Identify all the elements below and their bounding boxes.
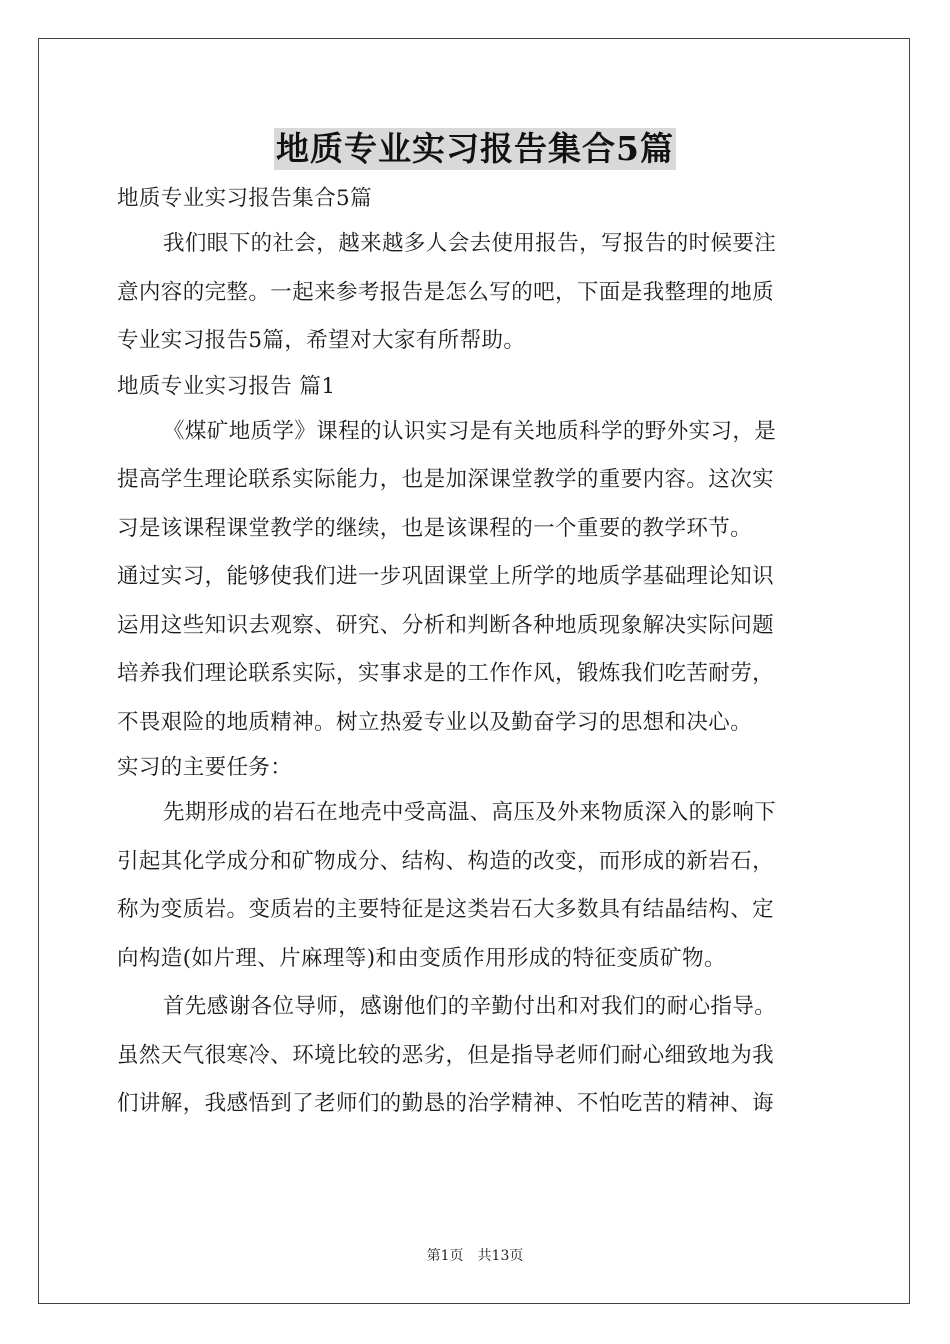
paragraph-line: 运用这些知识去观察、研究、分析和判断各种地质现象解决实际问题	[117, 612, 775, 638]
paragraph-line: 培养我们理论联系实际，实事求是的工作作风，锻炼我们吃苦耐劳，	[117, 661, 775, 686]
paragraph-2	[117, 789, 835, 983]
document-title: 地质专业实习报告集合5篇	[276, 129, 674, 168]
paragraph-line: 习是该课程课堂教学的继续，也是该课程的一个重要的教学环节。	[117, 515, 753, 541]
paragraph-line: 称为变质岩。变质岩的主要特征是这类岩石大多数具有结晶结构、定	[117, 897, 775, 922]
page-footer: 第1页 共13页	[426, 1248, 524, 1264]
task-heading: 实习的主要任务：	[117, 755, 293, 780]
document-body	[117, 178, 835, 1129]
paragraph-line: 们讲解，我感悟到了老师们的勤恳的治学精神、不怕吃苦的精神、诲	[117, 1091, 775, 1116]
paragraph-line: 《煤矿地质学》课程的认识实习是有关地质科学的野外实习，是	[163, 418, 777, 444]
title-container	[0, 128, 950, 170]
paragraph-line: 先期形成的岩石在地壳中受高温、高压及外来物质深入的影响下	[163, 800, 777, 825]
intro-paragraph	[117, 220, 835, 366]
paragraph-line: 首先感谢各位导师，感谢他们的辛勤付出和对我们的耐心指导。	[163, 994, 777, 1019]
intro-line: 我们眼下的社会，越来越多人会去使用报告，写报告的时候要注	[163, 231, 777, 256]
paragraph-line: 通过实习，能够使我们进一步巩固课堂上所学的地质学基础理论知识	[117, 564, 775, 589]
paragraph-line: 虽然天气很寒冷、环境比较的恶劣，但是指导老师们耐心细致地为我	[117, 1042, 775, 1068]
paragraph-line: 向构造(如片理、片麻理等)和由变质作用形成的特征变质矿物。	[117, 945, 726, 971]
paragraph-line: 提高学生理论联系实际能力，也是加深课堂教学的重要内容。这次实	[117, 467, 775, 492]
paragraph-1	[117, 408, 835, 748]
intro-line: 专业实习报告5篇，希望对大家有所帮助。	[117, 328, 526, 353]
paragraph-line: 不畏艰险的地质精神。树立热爱专业以及勤奋学习的思想和决心。	[117, 709, 753, 735]
section-heading: 地质专业实习报告 篇1	[117, 373, 336, 399]
paragraph-3	[117, 983, 835, 1129]
paragraph-line: 引起其化学成分和矿物成分、结构、构造的改变，而形成的新岩石，	[117, 848, 775, 874]
document-subtitle: 地质专业实习报告集合5篇	[117, 186, 372, 211]
intro-line: 意内容的完整。一起来参考报告是怎么写的吧，下面是我整理的地质	[117, 279, 775, 305]
